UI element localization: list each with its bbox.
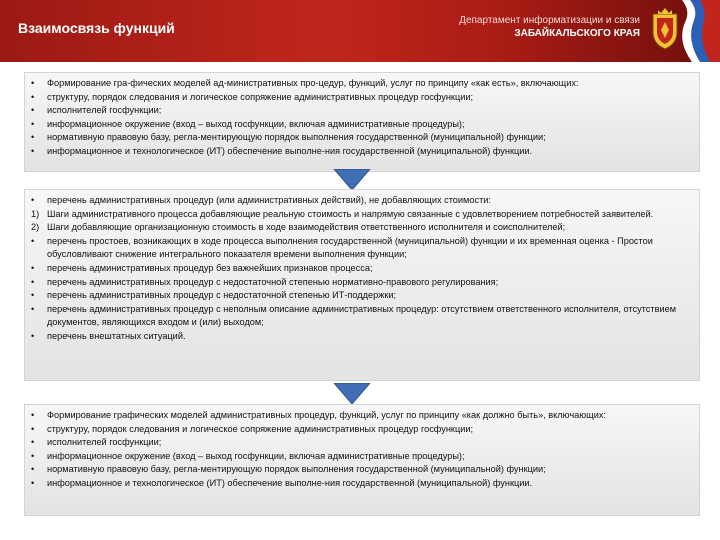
list-marker: • — [31, 290, 35, 301]
list-marker: • — [31, 78, 35, 88]
slide-title: Взаимосвязь функций — [18, 20, 175, 36]
list-item-text: перечень административных процедур без важнейших признаков процесса; — [47, 262, 373, 273]
list-item — [31, 289, 695, 303]
as-is-list — [31, 77, 695, 159]
list-item-text: Шаги административного процесса добавляющие реальную стоимость и напрямую связанные с удовлетворением потребностей заявителей. — [47, 208, 654, 219]
list-item-text: перечень административных процедур с недостаточной степенью ИТ-поддержки; — [47, 290, 397, 301]
list-item — [31, 118, 695, 132]
list-item-text: структуру, порядок следования и логическое сопряжение административных процедур госфункции; — [47, 423, 474, 434]
list-item — [31, 330, 695, 344]
list-item-text: нормативную правовую базу, регла-ментирующую порядок выполнения государственной (муниципальной) функции; — [47, 132, 546, 143]
list-marker: • — [31, 437, 35, 448]
list-item-text: информационное окружение (вход – выход госфункции, включая административные процедуры); — [47, 118, 465, 129]
list-marker: • — [31, 303, 35, 314]
list-item — [31, 423, 695, 437]
list-item — [31, 262, 695, 276]
list-item-text: информационное окружение (вход – выход госфункции, включая административные процедуры); — [47, 450, 465, 461]
list-item — [31, 409, 695, 423]
list-marker: • — [31, 132, 35, 143]
list-item-text: Формирование гра-фических моделей ад-министративных про-цедур, функций, услуг по принципу «как есть», включающих: — [47, 78, 579, 88]
list-item — [31, 463, 695, 477]
down-arrow-icon — [330, 383, 374, 405]
list-item — [31, 194, 695, 208]
list-item — [31, 131, 695, 145]
list-item-text: нормативную правовую базу, регла-ментирующую порядок выполнения государственной (муниципальной) функции; — [47, 464, 546, 475]
list-marker: • — [31, 330, 35, 341]
list-marker: • — [31, 105, 35, 116]
list-item — [31, 104, 695, 118]
list-marker: • — [31, 118, 35, 129]
list-item-text: перечень внештатных ситуаций. — [47, 330, 186, 341]
list-item-text: перечень административных процедур с неполным описание административных процедур: отсутствием ответственного исполнителя, отсутствием документов, являющихся входом и (или) выходом; — [47, 303, 677, 328]
list-marker: • — [31, 423, 35, 434]
list-marker: • — [31, 464, 35, 475]
list-item-text: исполнителей госфункции; — [47, 437, 162, 448]
list-marker: 1) — [31, 208, 40, 219]
department-name — [459, 14, 640, 40]
list-marker: • — [31, 235, 35, 246]
list-item — [31, 235, 695, 262]
list-marker: • — [31, 410, 35, 420]
list-item — [31, 221, 695, 235]
flag-decoration — [676, 0, 720, 62]
list-item — [31, 77, 695, 91]
list-marker: • — [31, 450, 35, 461]
list-marker: • — [31, 145, 35, 156]
list-item — [31, 450, 695, 464]
list-marker: • — [31, 262, 35, 273]
list-item-text: структуру, порядок следования и логическое сопряжение административных процедур госфункции; — [47, 91, 474, 102]
to-be-model-block — [24, 404, 700, 516]
list-marker: • — [31, 195, 35, 205]
list-item — [31, 477, 695, 491]
list-item-text: Формирование графических моделей административных процедур, функций, услуг по принципу «как должно быть», включающих: — [47, 410, 606, 420]
header-banner — [0, 0, 720, 62]
department-line-2: ЗАБАЙКАЛЬСКОГО КРАЯ — [514, 28, 640, 39]
list-item — [31, 145, 695, 159]
list-item-text: исполнителей госфункции; — [47, 105, 162, 116]
to-be-list — [31, 409, 695, 491]
as-is-model-block — [24, 72, 700, 172]
analysis-list — [31, 194, 695, 344]
department-line-1: Департамент информатизации и связи — [459, 15, 640, 26]
list-item — [31, 436, 695, 450]
list-marker: • — [31, 91, 35, 102]
list-item — [31, 91, 695, 105]
list-marker: 2) — [31, 222, 40, 233]
list-item-text: перечень простоев, возникающих в ходе процесса выполнения государственной (муниципальной) функции и их временная оценка - Простои обусловливают снижение интегрального показателя времени выполнения функции; — [47, 235, 653, 260]
list-item — [31, 208, 695, 222]
list-marker: • — [31, 276, 35, 287]
list-item — [31, 276, 695, 290]
list-item-text: Шаги добавляющие организационную стоимость в ходе взаимодействия ответственного исполнителя и соисполнителей; — [47, 222, 566, 233]
list-item-text: информационное и технологическое (ИТ) обеспечение выполне-ния государственной (муниципальной) функции. — [47, 145, 533, 156]
list-item-text: информационное и технологическое (ИТ) обеспечение выполне-ния государственной (муниципальной) функции. — [47, 477, 533, 488]
list-marker: • — [31, 477, 35, 488]
analysis-block — [24, 189, 700, 381]
list-item-text: перечень административных процедур с недостаточной степенью нормативно-правового регулирования; — [47, 276, 499, 287]
down-arrow-icon — [330, 169, 374, 191]
list-item — [31, 303, 695, 330]
list-item-text: перечень административных процедур (или административных действий), не добавляющих стоимости: — [47, 195, 491, 205]
